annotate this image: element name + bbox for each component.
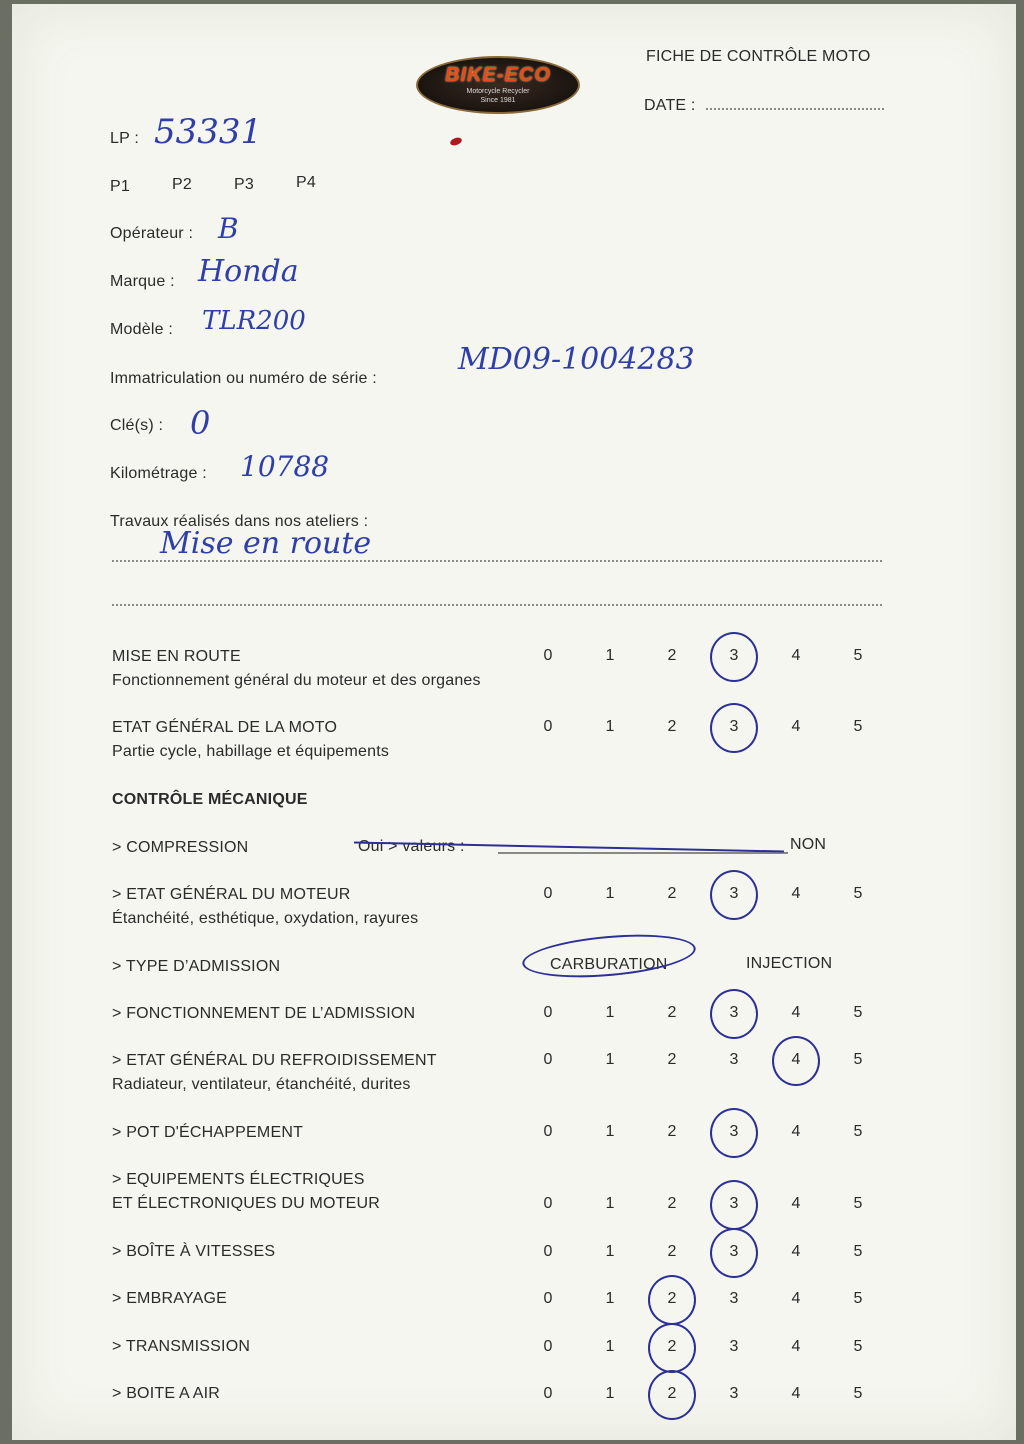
refroidissement-score-3[interactable]: 3: [729, 1051, 739, 1068]
embrayage-score-4[interactable]: 4: [791, 1290, 801, 1307]
electrique-score-2[interactable]: 2: [667, 1195, 677, 1212]
etat-moto-score-2[interactable]: 2: [667, 718, 677, 735]
compression-oui-label[interactable]: Oui > valeurs :: [358, 838, 465, 855]
boite-air-selection-circle: [648, 1370, 696, 1420]
compression-non-label[interactable]: NON: [790, 836, 827, 853]
date-line[interactable]: [706, 108, 884, 110]
control-sheet: [12, 4, 1016, 1440]
etat-moteur-score-4[interactable]: 4: [791, 885, 801, 902]
mise-en-route-score-5[interactable]: 5: [853, 647, 863, 664]
travaux-line-1[interactable]: [112, 560, 882, 562]
boite-vitesses-label: > BOÎTE À VITESSES: [112, 1243, 276, 1260]
etat-moto-selection-circle: [710, 703, 758, 753]
compression-label: > COMPRESSION: [112, 839, 249, 856]
refroidissement-score-4[interactable]: 4: [791, 1051, 801, 1068]
pot-selection-circle: [710, 1108, 758, 1158]
mise-en-route-title: MISE EN ROUTE: [112, 648, 241, 665]
travaux-line-2[interactable]: [112, 604, 882, 606]
etat-moto-score-4[interactable]: 4: [791, 718, 801, 735]
logo-tagline: Motorcycle Recycler: [466, 88, 530, 95]
etat-moto-subtitle: Partie cycle, habillage et équipements: [112, 743, 390, 760]
logo-text: BIKE-ECO: [445, 64, 551, 86]
boite-vitesses-score-5[interactable]: 5: [853, 1243, 863, 1260]
embrayage-score-3[interactable]: 3: [729, 1290, 739, 1307]
electrique-score-3[interactable]: 3: [729, 1195, 739, 1212]
cles-value[interactable]: 0: [190, 404, 211, 442]
marque-label: Marque :: [110, 273, 175, 290]
pot-score-5[interactable]: 5: [853, 1123, 863, 1140]
marque-value[interactable]: Honda: [198, 254, 299, 289]
fonct-admission-score-3[interactable]: 3: [729, 1004, 739, 1021]
fonct-admission-score-1[interactable]: 1: [605, 1004, 615, 1021]
modele-label: Modèle :: [110, 321, 173, 338]
etat-moteur-label: > ETAT GÉNÉRAL DU MOTEUR: [112, 886, 351, 903]
etat-moteur-score-2[interactable]: 2: [667, 885, 677, 902]
travaux-value[interactable]: Mise en route: [160, 526, 372, 561]
boite-air-label: > BOITE A AIR: [112, 1385, 220, 1402]
travaux-label: Travaux réalisés dans nos ateliers :: [110, 513, 369, 530]
boite-vitesses-score-0[interactable]: 0: [543, 1243, 553, 1260]
bike-eco-logo: [416, 56, 580, 114]
logo-since: Since 1981: [480, 97, 516, 104]
transmission-score-2[interactable]: 2: [667, 1338, 677, 1355]
refroidissement-selection-circle: [772, 1036, 820, 1086]
boite-air-score-5[interactable]: 5: [853, 1385, 863, 1402]
refroidissement-score-1[interactable]: 1: [605, 1051, 615, 1068]
fonct-admission-label: > FONCTIONNEMENT DE L’ADMISSION: [112, 1005, 416, 1022]
immatriculation-label: Immatriculation ou numéro de série :: [110, 370, 377, 387]
electrique-score-4[interactable]: 4: [791, 1195, 801, 1212]
embrayage-score-1[interactable]: 1: [605, 1290, 615, 1307]
operateur-value[interactable]: B: [218, 212, 239, 245]
mise-en-route-score-0[interactable]: 0: [543, 647, 553, 664]
fonct-admission-score-0[interactable]: 0: [543, 1004, 553, 1021]
embrayage-score-5[interactable]: 5: [853, 1290, 863, 1307]
refroidissement-score-5[interactable]: 5: [853, 1051, 863, 1068]
electrique-selection-circle: [710, 1180, 758, 1230]
pot-score-1[interactable]: 1: [605, 1123, 615, 1140]
mise-en-route-subtitle: Fonctionnement général du moteur et des organes: [112, 672, 481, 689]
embrayage-selection-circle: [648, 1275, 696, 1325]
carburation-option[interactable]: CARBURATION: [550, 956, 668, 973]
refroidissement-subtitle: Radiateur, ventilateur, étanchéité, durites: [112, 1076, 411, 1093]
operateur-label: Opérateur :: [110, 225, 194, 242]
compression-values-line[interactable]: [498, 852, 788, 854]
mise-en-route-score-2[interactable]: 2: [667, 647, 677, 664]
priority-p3[interactable]: P3: [234, 176, 254, 193]
fonct-admission-score-2[interactable]: 2: [667, 1004, 677, 1021]
etat-moto-score-0[interactable]: 0: [543, 718, 553, 735]
boite-vitesses-score-4[interactable]: 4: [791, 1243, 801, 1260]
electrique-label-1: > EQUIPEMENTS ÉLECTRIQUES: [112, 1171, 365, 1188]
transmission-selection-circle: [648, 1323, 696, 1373]
fonct-admission-selection-circle: [710, 989, 758, 1039]
etat-moteur-score-1[interactable]: 1: [605, 885, 615, 902]
embrayage-score-0[interactable]: 0: [543, 1290, 553, 1307]
pot-score-3[interactable]: 3: [729, 1123, 739, 1140]
etat-moteur-subtitle: Étanchéité, esthétique, oxydation, rayures: [112, 910, 419, 927]
embrayage-label: > EMBRAYAGE: [112, 1290, 227, 1307]
pot-score-2[interactable]: 2: [667, 1123, 677, 1140]
boite-vitesses-selection-circle: [710, 1228, 758, 1278]
lp-value[interactable]: 53331: [154, 112, 263, 152]
mise-en-route-score-4[interactable]: 4: [791, 647, 801, 664]
priority-p2[interactable]: P2: [172, 176, 192, 193]
boite-air-score-0[interactable]: 0: [543, 1385, 553, 1402]
refroidissement-score-0[interactable]: 0: [543, 1051, 553, 1068]
boite-air-score-3[interactable]: 3: [729, 1385, 739, 1402]
boite-air-score-2[interactable]: 2: [667, 1385, 677, 1402]
pot-score-4[interactable]: 4: [791, 1123, 801, 1140]
mise-en-route-selection-circle: [710, 632, 758, 682]
electrique-label-2: ET ÉLECTRONIQUES DU MOTEUR: [112, 1195, 381, 1212]
transmission-score-1[interactable]: 1: [605, 1338, 615, 1355]
cles-label: Clé(s) :: [110, 417, 164, 434]
boite-air-score-1[interactable]: 1: [605, 1385, 615, 1402]
date-label: DATE :: [644, 97, 696, 114]
modele-value[interactable]: TLR200: [202, 306, 306, 336]
fonct-admission-score-5[interactable]: 5: [853, 1004, 863, 1021]
refroidissement-score-2[interactable]: 2: [667, 1051, 677, 1068]
boite-vitesses-score-3[interactable]: 3: [729, 1243, 739, 1260]
immatriculation-value[interactable]: MD09-1004283: [458, 342, 695, 377]
carburation-selection-circle: [521, 928, 698, 983]
etat-moto-title: ETAT GÉNÉRAL DE LA MOTO: [112, 719, 338, 736]
transmission-label: > TRANSMISSION: [112, 1338, 251, 1355]
transmission-score-3[interactable]: 3: [729, 1338, 739, 1355]
form-title: FICHE DE CONTRÔLE MOTO: [646, 48, 871, 65]
kilometrage-value[interactable]: 10788: [240, 450, 330, 483]
embrayage-score-2[interactable]: 2: [667, 1290, 677, 1307]
etat-moteur-score-0[interactable]: 0: [543, 885, 553, 902]
mise-en-route-score-3[interactable]: 3: [729, 647, 739, 664]
transmission-score-0[interactable]: 0: [543, 1338, 553, 1355]
etat-moto-score-1[interactable]: 1: [605, 718, 615, 735]
etat-moteur-selection-circle: [710, 870, 758, 920]
transmission-score-5[interactable]: 5: [853, 1338, 863, 1355]
etat-moto-score-5[interactable]: 5: [853, 718, 863, 735]
boite-vitesses-score-1[interactable]: 1: [605, 1243, 615, 1260]
etat-moteur-score-5[interactable]: 5: [853, 885, 863, 902]
priority-p4[interactable]: P4: [296, 174, 316, 191]
controle-mecanique-title: CONTRÔLE MÉCANIQUE: [112, 791, 308, 808]
injection-option[interactable]: INJECTION: [746, 955, 833, 972]
mise-en-route-score-1[interactable]: 1: [605, 647, 615, 664]
lp-label: LP :: [110, 130, 139, 147]
pot-label: > POT D'ÉCHAPPEMENT: [112, 1124, 304, 1141]
transmission-score-4[interactable]: 4: [791, 1338, 801, 1355]
kilometrage-label: Kilométrage :: [110, 465, 207, 482]
admission-type-label: > TYPE D’ADMISSION: [112, 958, 281, 975]
etat-moteur-score-3[interactable]: 3: [729, 885, 739, 902]
pot-score-0[interactable]: 0: [543, 1123, 553, 1140]
refroidissement-label: > ETAT GÉNÉRAL DU REFROIDISSEMENT: [112, 1052, 437, 1069]
etat-moto-score-3[interactable]: 3: [729, 718, 739, 735]
boite-vitesses-score-2[interactable]: 2: [667, 1243, 677, 1260]
electrique-score-1[interactable]: 1: [605, 1195, 615, 1212]
fonct-admission-score-4[interactable]: 4: [791, 1004, 801, 1021]
electrique-score-0[interactable]: 0: [543, 1195, 553, 1212]
ink-spot: [449, 136, 463, 147]
priority-p1[interactable]: P1: [110, 178, 130, 195]
electrique-score-5[interactable]: 5: [853, 1195, 863, 1212]
boite-air-score-4[interactable]: 4: [791, 1385, 801, 1402]
